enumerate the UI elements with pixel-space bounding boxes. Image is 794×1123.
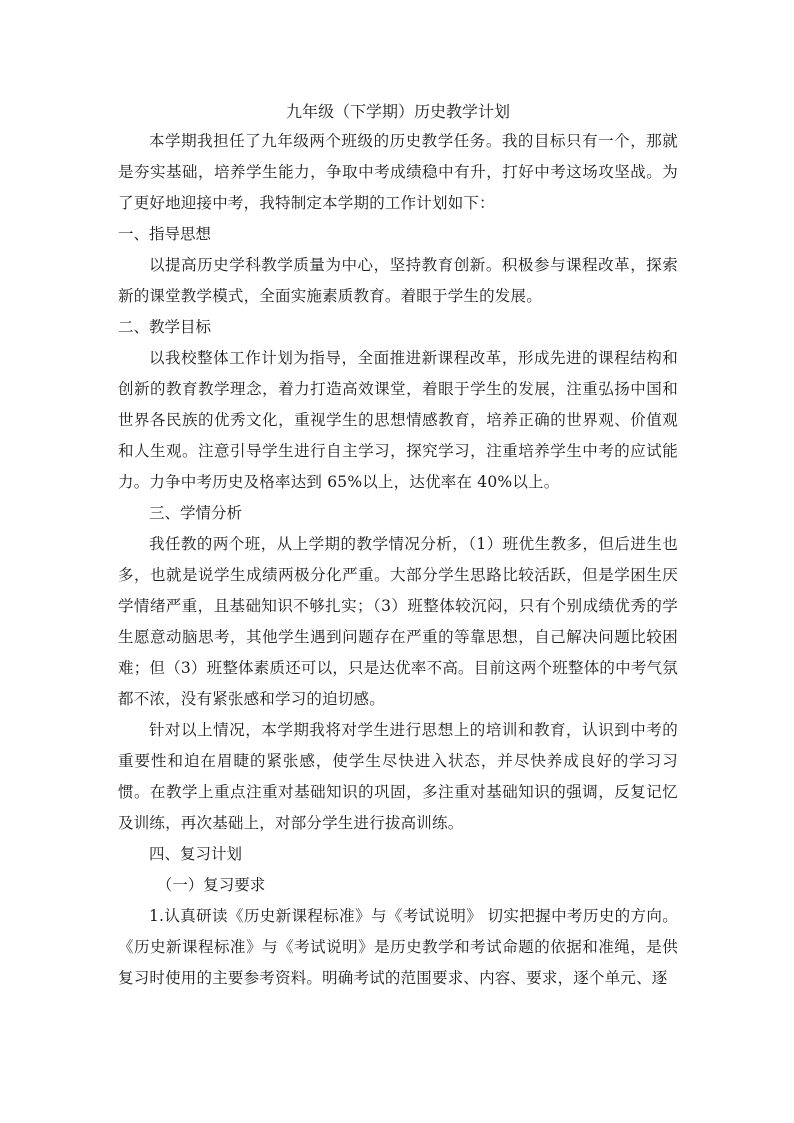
section-heading-review-plan: 四、复习计划 [149,845,243,863]
document-title: 九年级（下学期）历史教学计划 [285,102,510,121]
guiding-ideology-paragraph: 以提高历史学科教学质量为中心，坚持教育创新。积极参与课程改革，探索新的课堂教学模式，全面实施素质教育。着眼于学生的发展。 [118,256,678,305]
teaching-goals-paragraph: 以我校整体工作计划为指导，全面推进新课程改革，形成先进的课程结构和创新的教育教学理念，着力打造高效课堂，着眼于学生的发展，注重弘扬中国和世界各民族的优秀文化，重视学生的思想情感教育，培养正确的世界观、价值观和人生观。注意引导学生进行自主学习，探究学习，注重培养学生中考的应试能力。力争中考历史及格率达到 65%以上，达优率在 40%以上。 [118,349,678,491]
section-heading-student-analysis: 三、学情分析 [149,504,243,522]
section-heading-teaching-goals: 二、教学目标 [118,318,212,336]
review-requirement-item-1: 1.认真研读《历史新课程标准》与《考试说明》 切实把握中考历史的方向。《历史新课程标准》与《考试说明》是历史教学和考试命题的依据和准绳，是供复习时使用的主要参考资料。明确考试的范围要求、内容、要求，逐个单元、逐 [118,907,678,987]
section-heading-guiding-ideology: 一、指导思想 [118,225,212,243]
subheading-review-requirements: （一）复习要求 [156,876,266,894]
student-analysis-paragraph-1: 我任教的两个班，从上学期的教学情况分析，（1）班优生教多，但后进生也多，也就是说学生成绩两极分化严重。大部分学生思路比较活跃，但是学困生厌学情绪严重，且基础知识不够扎实；（3）班整体较沉闷，只有个别成绩优秀的学生愿意动脑思考，其他学生遇到问题存在严重的等靠思想，自己解决问题比较困难；但（3）班整体素质还可以，只是达优率不高。目前这两个班整体的中考气氛都不浓，没有紧张感和学习的迫切感。 [118,535,678,708]
student-analysis-paragraph-2: 针对以上情况，本学期我将对学生进行思想上的培训和教育，认识到中考的重要性和迫在眉睫的紧张感，使学生尽快进入状态，并尽快养成良好的学习习惯。在教学上重点注重对基础知识的巩固，多注重对基础知识的强调，反复记忆及训练，再次基础上，对部分学生进行拔高训练。 [118,721,678,832]
document-body [118,98,678,994]
intro-paragraph: 本学期我担任了九年级两个班级的历史教学任务。我的目标只有一个，那就是夯实基础，培养学生能力，争取中考成绩稳中有升，打好中考这场攻坚战。为了更好地迎接中考，我特制定本学期的工作计划如下： [118,132,678,212]
